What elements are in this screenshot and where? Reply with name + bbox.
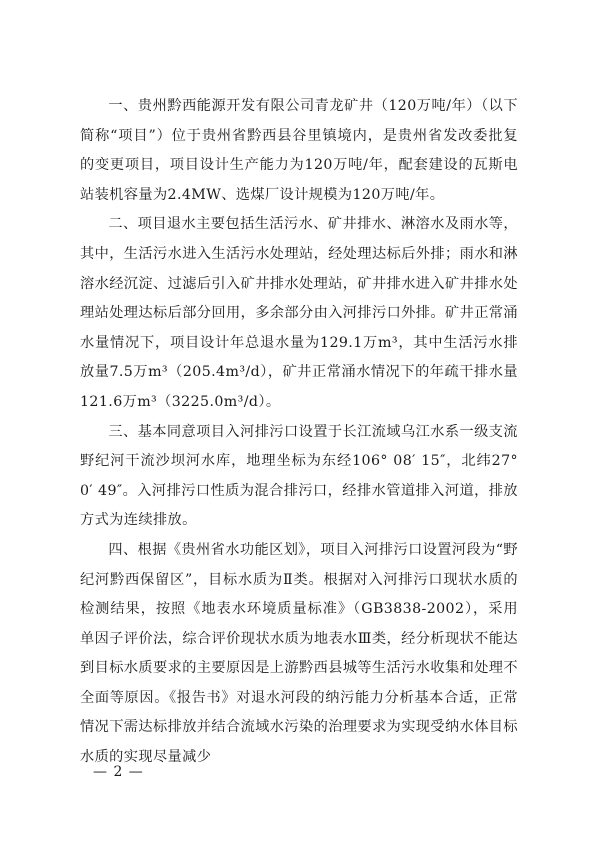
paragraph-2: 二、项目退水主要包括生活污水、矿井排水、淋溶水及雨水等，其中，生活污水进入生活污水处理站，经处理达标后外排；雨水和淋溶水经沉淀、过滤后引入矿井排水处理站，矿井排水进入矿井排水处理站处理达标后部分回用，多余部分由入河排污口外排。矿井正常涌水量情况下，项目设计年总退水量为129.1万m³，其中生活污水排放量7.5万m³（205.4m³/d），矿井正常涌水情况下的年疏干排水量121.6万m³（3225.0m³/d）。 (80, 216, 518, 410)
paragraph-4: 四、根据《贵州省水功能区划》，项目入河排污口设置河段为“野纪河黔西保留区”，目标水质为Ⅱ类。根据对入河排污口现状水质的检测结果，按照《地表水环境质量标准》（GB3838-2002），采用单因子评价法，综合评价现状水质为地表水Ⅲ类，经分析现状不能达到目标水质要求的主要原因是上游黔西县城等生活污水收集和处理不全面等原因。《报告书》对退水河段的纳污能力分析基本合适，正常情况下需达标排放并结合流域水污染的治理要求为实现受纳水体目标水质的实现尽量减少 (80, 541, 518, 766)
document-body (80, 92, 518, 773)
page-number: — 2 — (93, 764, 144, 780)
paragraph-3: 三、基本同意项目入河排污口设置于长江流域乌江水系一级支流野纪河干流沙坝河水库，地理坐标为东经106° 08′ 15″，北纬27° 0′ 49″。入河排污口性质为混合排污口，经排水管道排入河道，排放方式为连续排放。 (80, 423, 518, 529)
paragraph-1: 一、贵州黔西能源开发有限公司青龙矿井（120万吨/年）（以下简称“项目”）位于贵州省黔西县谷里镇境内，是贵州省发改委批复的变更项目，项目设计生产能力为120万吨/年，配套建设的瓦斯电站装机容量为2.4MW、选煤厂设计规模为120万吨/年。 (80, 98, 518, 203)
